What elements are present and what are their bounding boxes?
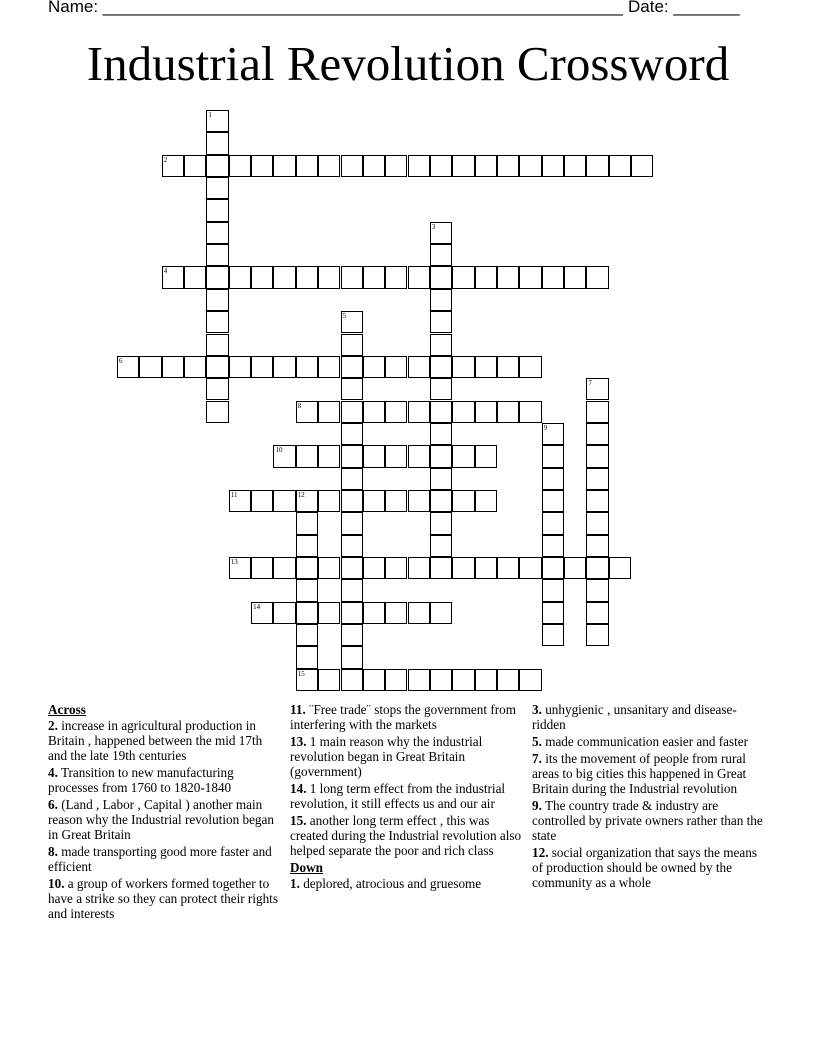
clue-number: 3. bbox=[532, 702, 542, 717]
crossword-cell[interactable] bbox=[430, 423, 452, 445]
crossword-cell[interactable] bbox=[341, 669, 363, 691]
crossword-cell[interactable] bbox=[564, 155, 586, 177]
clue-item bbox=[48, 844, 284, 874]
crossword-cell[interactable] bbox=[542, 423, 564, 445]
crossword-cell[interactable] bbox=[475, 445, 497, 467]
crossword-cell[interactable] bbox=[475, 490, 497, 512]
crossword-cell[interactable] bbox=[341, 334, 363, 356]
header bbox=[48, 0, 748, 21]
crossword-cell[interactable] bbox=[117, 356, 139, 378]
cell-number: 9 bbox=[543, 423, 548, 432]
name-field-label[interactable]: Name: _______________________________________________________ bbox=[48, 0, 623, 16]
crossword-cell[interactable] bbox=[452, 401, 474, 423]
clue-number: 9. bbox=[532, 798, 542, 813]
cell-number: 15 bbox=[297, 669, 305, 678]
crossword-cell[interactable] bbox=[251, 490, 273, 512]
crossword-cell[interactable] bbox=[542, 468, 564, 490]
cell-number: 10 bbox=[275, 446, 283, 455]
crossword-cell[interactable] bbox=[542, 624, 564, 646]
crossword-cell[interactable] bbox=[430, 222, 452, 244]
crossword-cell[interactable] bbox=[341, 423, 363, 445]
crossword-cell[interactable] bbox=[408, 401, 430, 423]
crossword-cell[interactable] bbox=[296, 445, 318, 467]
cell-number: 1 bbox=[208, 111, 212, 119]
crossword-cell[interactable] bbox=[341, 356, 363, 378]
cell-number: 5 bbox=[342, 312, 346, 321]
clues-column-1 bbox=[48, 702, 284, 923]
crossword-cell[interactable] bbox=[341, 579, 363, 601]
crossword-cell[interactable] bbox=[341, 624, 363, 646]
clue-section-heading: Down bbox=[290, 860, 323, 875]
crossword-cell[interactable] bbox=[385, 356, 407, 378]
crossword-cell[interactable] bbox=[341, 155, 363, 177]
crossword-cell[interactable] bbox=[408, 266, 430, 288]
clue-text: another long term effect , this was created during the Industrial revolution also helped separate the poor and rich class bbox=[290, 813, 522, 858]
crossword-cell[interactable] bbox=[430, 557, 452, 579]
clue-text: a group of workers formed together to have a strike so they can protect their rights and interests bbox=[48, 876, 278, 921]
crossword-cell[interactable] bbox=[341, 602, 363, 624]
crossword-cell[interactable] bbox=[631, 155, 653, 177]
crossword-cell[interactable] bbox=[273, 490, 295, 512]
crossword-cell[interactable] bbox=[586, 266, 608, 288]
crossword-cell[interactable] bbox=[452, 490, 474, 512]
crossword-cell[interactable] bbox=[296, 669, 318, 691]
cell-number: 7 bbox=[588, 379, 592, 388]
crossword-cell[interactable] bbox=[363, 602, 385, 624]
clue-item bbox=[532, 751, 768, 796]
crossword-cell[interactable] bbox=[430, 244, 452, 266]
crossword-cell[interactable] bbox=[408, 155, 430, 177]
clue-item bbox=[48, 876, 284, 921]
crossword-cell[interactable] bbox=[318, 557, 340, 579]
crossword-cell[interactable] bbox=[542, 266, 564, 288]
crossword-cell[interactable] bbox=[229, 557, 251, 579]
clue-item bbox=[532, 734, 768, 749]
crossword-cell[interactable] bbox=[363, 445, 385, 467]
crossword-cell[interactable] bbox=[296, 557, 318, 579]
crossword-cell[interactable] bbox=[542, 535, 564, 557]
crossword-cell[interactable] bbox=[139, 356, 161, 378]
crossword-cell[interactable] bbox=[586, 512, 608, 534]
crossword-cell[interactable] bbox=[296, 266, 318, 288]
crossword-cell[interactable] bbox=[318, 266, 340, 288]
clue-section-heading: Across bbox=[48, 702, 86, 717]
clue-text: its the movement of people from rural areas to big cities this happened in Great Britain during the Industrial revolution bbox=[532, 751, 747, 796]
crossword-cell[interactable] bbox=[586, 445, 608, 467]
crossword-cell[interactable] bbox=[408, 557, 430, 579]
crossword-cell[interactable] bbox=[273, 445, 295, 467]
clue-text: (Land , Labor , Capital ) another main reason why the Industrial revolution began in Great Britain bbox=[48, 797, 274, 842]
crossword-cell[interactable] bbox=[341, 490, 363, 512]
crossword-cell[interactable] bbox=[229, 490, 251, 512]
clue-item bbox=[48, 765, 284, 795]
crossword-cell[interactable] bbox=[318, 490, 340, 512]
crossword-cell[interactable] bbox=[430, 356, 452, 378]
crossword-cell[interactable] bbox=[273, 602, 295, 624]
crossword-cell[interactable] bbox=[363, 669, 385, 691]
crossword-cell[interactable] bbox=[206, 378, 228, 400]
clue-item bbox=[290, 876, 526, 891]
crossword-cell[interactable] bbox=[296, 356, 318, 378]
clue-text: 1 main reason why the industrial revolution began in Great Britain (government) bbox=[290, 734, 483, 779]
crossword-cell[interactable] bbox=[385, 445, 407, 467]
cell-number: 12 bbox=[297, 490, 305, 499]
crossword-cell[interactable] bbox=[385, 155, 407, 177]
crossword-cell[interactable] bbox=[206, 177, 228, 199]
crossword-cell[interactable] bbox=[318, 155, 340, 177]
crossword-cell[interactable] bbox=[586, 378, 608, 400]
cell-number: 4 bbox=[163, 267, 168, 276]
cell-number: 6 bbox=[119, 356, 123, 365]
crossword-cell[interactable] bbox=[586, 624, 608, 646]
clue-item bbox=[532, 845, 768, 890]
crossword-cell[interactable] bbox=[341, 266, 363, 288]
crossword-cell[interactable] bbox=[586, 401, 608, 423]
clue-item bbox=[290, 702, 526, 732]
crossword-cell[interactable] bbox=[184, 155, 206, 177]
crossword-cell[interactable] bbox=[430, 669, 452, 691]
crossword-cell[interactable] bbox=[341, 512, 363, 534]
crossword-cell[interactable] bbox=[206, 199, 228, 221]
crossword-cell[interactable] bbox=[273, 155, 295, 177]
crossword-cell[interactable] bbox=[206, 155, 228, 177]
crossword-cell[interactable] bbox=[184, 356, 206, 378]
crossword-cell[interactable] bbox=[475, 266, 497, 288]
crossword-cell[interactable] bbox=[430, 289, 452, 311]
clue-text: 1 long term effect from the industrial revolution, it still effects us and our air bbox=[290, 781, 506, 811]
crossword-cell[interactable] bbox=[519, 669, 541, 691]
crossword-cell[interactable] bbox=[519, 401, 541, 423]
clue-item bbox=[532, 798, 768, 843]
crossword-cell[interactable] bbox=[452, 669, 474, 691]
crossword-cell[interactable] bbox=[251, 155, 273, 177]
crossword-cell[interactable] bbox=[586, 423, 608, 445]
page-title: Industrial Revolution Crossword bbox=[86, 36, 730, 91]
clue-text: made transporting good more faster and efficient bbox=[48, 844, 272, 874]
crossword-cell[interactable] bbox=[363, 557, 385, 579]
crossword-cell[interactable] bbox=[586, 557, 608, 579]
clues-column-2 bbox=[290, 702, 526, 893]
crossword-cell[interactable] bbox=[430, 535, 452, 557]
crossword-cell[interactable] bbox=[542, 602, 564, 624]
crossword-cell[interactable] bbox=[385, 669, 407, 691]
crossword-cell[interactable] bbox=[542, 579, 564, 601]
cell-number: 8 bbox=[297, 401, 302, 410]
clue-number: 11. bbox=[290, 702, 306, 717]
crossword-cell[interactable] bbox=[229, 155, 251, 177]
clue-text: unhygienic , unsanitary and disease-ridden bbox=[532, 702, 737, 732]
crossword-cell[interactable] bbox=[430, 334, 452, 356]
clue-number: 14. bbox=[290, 781, 307, 796]
crossword-cell[interactable] bbox=[408, 356, 430, 378]
clue-number: 13. bbox=[290, 734, 307, 749]
crossword-cell[interactable] bbox=[475, 155, 497, 177]
crossword-cell[interactable] bbox=[318, 669, 340, 691]
crossword-cell[interactable] bbox=[475, 401, 497, 423]
crossword-cell[interactable] bbox=[497, 401, 519, 423]
crossword-cell[interactable] bbox=[586, 535, 608, 557]
crossword-cell[interactable] bbox=[363, 401, 385, 423]
crossword-cell[interactable] bbox=[318, 356, 340, 378]
crossword-cell[interactable] bbox=[542, 512, 564, 534]
crossword-cell[interactable] bbox=[251, 356, 273, 378]
clue-number: 10. bbox=[48, 876, 65, 891]
crossword-cell[interactable] bbox=[296, 401, 318, 423]
clue-item bbox=[290, 734, 526, 779]
crossword-cell[interactable] bbox=[341, 468, 363, 490]
crossword-cell[interactable] bbox=[206, 401, 228, 423]
crossword-cell[interactable] bbox=[206, 266, 228, 288]
clue-item bbox=[48, 797, 284, 842]
clue-number: 1. bbox=[290, 876, 300, 891]
crossword-cell[interactable] bbox=[452, 445, 474, 467]
crossword-cell[interactable] bbox=[586, 468, 608, 490]
clue-number: 8. bbox=[48, 844, 58, 859]
crossword-cell[interactable] bbox=[452, 266, 474, 288]
crossword-cell[interactable] bbox=[206, 289, 228, 311]
clues-column-3 bbox=[532, 702, 768, 892]
cell-number: 14 bbox=[253, 602, 261, 611]
clue-number: 7. bbox=[532, 751, 542, 766]
crossword-cell[interactable] bbox=[273, 557, 295, 579]
crossword-cell[interactable] bbox=[430, 311, 452, 333]
crossword-cell[interactable] bbox=[296, 155, 318, 177]
clue-text: deplored, atrocious and gruesome bbox=[303, 876, 482, 891]
crossword-cell[interactable] bbox=[385, 602, 407, 624]
crossword-cell[interactable] bbox=[296, 579, 318, 601]
crossword-cell[interactable] bbox=[452, 356, 474, 378]
crossword-cell[interactable] bbox=[162, 155, 184, 177]
crossword-cell[interactable] bbox=[385, 401, 407, 423]
crossword-cell[interactable] bbox=[586, 155, 608, 177]
crossword-cell[interactable] bbox=[475, 557, 497, 579]
crossword-cell[interactable] bbox=[273, 356, 295, 378]
cell-number: 3 bbox=[431, 222, 436, 231]
crossword-cell[interactable] bbox=[273, 266, 295, 288]
crossword-cell[interactable] bbox=[318, 602, 340, 624]
crossword-cell[interactable] bbox=[408, 445, 430, 467]
crossword-cell[interactable] bbox=[251, 602, 273, 624]
crossword-cell[interactable] bbox=[430, 602, 452, 624]
clue-item bbox=[48, 718, 284, 763]
crossword-cell[interactable] bbox=[251, 266, 273, 288]
crossword-cell[interactable] bbox=[341, 535, 363, 557]
clue-text: social organization that says the means of production should be owned by the community as a whole bbox=[532, 845, 757, 890]
crossword-cell[interactable] bbox=[586, 579, 608, 601]
clue-text: The country trade & industry are controlled by private owners rather than the state bbox=[532, 798, 763, 843]
crossword-cell[interactable] bbox=[497, 266, 519, 288]
crossword-cell[interactable] bbox=[363, 155, 385, 177]
crossword-cell[interactable] bbox=[229, 266, 251, 288]
crossword-cell[interactable] bbox=[586, 490, 608, 512]
crossword-cell[interactable] bbox=[296, 490, 318, 512]
crossword-cell[interactable] bbox=[475, 669, 497, 691]
crossword-cell[interactable] bbox=[296, 535, 318, 557]
crossword-cell[interactable] bbox=[430, 266, 452, 288]
crossword-cell[interactable] bbox=[206, 244, 228, 266]
crossword-cell[interactable] bbox=[408, 490, 430, 512]
crossword-cell[interactable] bbox=[206, 311, 228, 333]
clue-number: 2. bbox=[48, 718, 58, 733]
crossword-cell[interactable] bbox=[609, 155, 631, 177]
crossword-cell[interactable] bbox=[206, 334, 228, 356]
crossword-cell[interactable] bbox=[341, 445, 363, 467]
crossword-cell[interactable] bbox=[341, 311, 363, 333]
crossword-cell[interactable] bbox=[385, 266, 407, 288]
crossword-cell[interactable] bbox=[206, 110, 228, 132]
cell-number: 13 bbox=[230, 558, 238, 566]
clue-number: 4. bbox=[48, 765, 58, 780]
crossword-cell[interactable] bbox=[341, 401, 363, 423]
crossword-cell[interactable] bbox=[497, 155, 519, 177]
clue-item bbox=[532, 702, 768, 732]
crossword-cell[interactable] bbox=[452, 155, 474, 177]
crossword-cell[interactable] bbox=[586, 602, 608, 624]
crossword-cell[interactable] bbox=[341, 378, 363, 400]
crossword-cell[interactable] bbox=[408, 602, 430, 624]
crossword-cell[interactable] bbox=[408, 669, 430, 691]
clue-number: 6. bbox=[48, 797, 58, 812]
clue-number: 15. bbox=[290, 813, 307, 828]
crossword-cell[interactable] bbox=[430, 512, 452, 534]
clue-text: made communication easier and faster bbox=[545, 734, 749, 749]
crossword-cell[interactable] bbox=[430, 378, 452, 400]
crossword-cell[interactable] bbox=[318, 445, 340, 467]
crossword-cell[interactable] bbox=[430, 401, 452, 423]
crossword-cell[interactable] bbox=[229, 356, 251, 378]
crossword-cell[interactable] bbox=[497, 669, 519, 691]
crossword-cell[interactable] bbox=[430, 468, 452, 490]
clue-item bbox=[290, 781, 526, 811]
crossword-cell[interactable] bbox=[341, 557, 363, 579]
crossword-cell[interactable] bbox=[519, 266, 541, 288]
crossword-cell[interactable] bbox=[542, 490, 564, 512]
crossword-cell[interactable] bbox=[542, 445, 564, 467]
clue-number: 12. bbox=[532, 845, 549, 860]
crossword-cell[interactable] bbox=[452, 557, 474, 579]
clue-item bbox=[290, 813, 526, 858]
crossword-cell[interactable] bbox=[251, 557, 273, 579]
crossword-cell[interactable] bbox=[162, 356, 184, 378]
crossword-cell[interactable] bbox=[341, 646, 363, 668]
crossword-cell[interactable] bbox=[542, 155, 564, 177]
crossword-cell[interactable] bbox=[430, 445, 452, 467]
crossword-cell[interactable] bbox=[363, 266, 385, 288]
crossword-cell[interactable] bbox=[296, 624, 318, 646]
crossword-cell[interactable] bbox=[564, 266, 586, 288]
cell-number: 11 bbox=[230, 490, 238, 499]
clue-number: 5. bbox=[532, 734, 542, 749]
crossword-cell[interactable] bbox=[430, 155, 452, 177]
crossword-cell[interactable] bbox=[385, 557, 407, 579]
crossword-cell[interactable] bbox=[475, 356, 497, 378]
crossword-cell[interactable] bbox=[296, 602, 318, 624]
crossword-cell[interactable] bbox=[430, 490, 452, 512]
crossword-cell[interactable] bbox=[519, 557, 541, 579]
date-field-label[interactable]: Date: _______ bbox=[628, 0, 740, 16]
crossword-cell[interactable] bbox=[542, 557, 564, 579]
crossword-cell[interactable] bbox=[206, 132, 228, 154]
crossword-cell[interactable] bbox=[519, 356, 541, 378]
clue-text: ¨Free trade¨ stops the government from interfering with the markets bbox=[290, 702, 516, 732]
crossword-cell[interactable] bbox=[206, 356, 228, 378]
crossword-cell[interactable] bbox=[363, 356, 385, 378]
crossword-cell[interactable] bbox=[184, 266, 206, 288]
clue-text: increase in agricultural production in Britain , happened between the mid 17th and the late 19th centuries bbox=[48, 718, 263, 763]
crossword-cell[interactable] bbox=[564, 557, 586, 579]
crossword-cell[interactable] bbox=[296, 512, 318, 534]
crossword-cell[interactable] bbox=[318, 401, 340, 423]
cell-number: 2 bbox=[163, 155, 168, 164]
crossword-cell[interactable] bbox=[206, 222, 228, 244]
crossword-cell[interactable] bbox=[519, 155, 541, 177]
crossword-cell[interactable] bbox=[296, 646, 318, 668]
crossword-cell[interactable] bbox=[385, 490, 407, 512]
crossword-cell[interactable] bbox=[497, 356, 519, 378]
clue-text: Transition to new manufacturing processes from 1760 to 1820-1840 bbox=[48, 765, 234, 795]
crossword-cell[interactable] bbox=[497, 557, 519, 579]
crossword-cell[interactable] bbox=[363, 490, 385, 512]
crossword-cell[interactable] bbox=[609, 557, 631, 579]
crossword-cell[interactable] bbox=[162, 266, 184, 288]
